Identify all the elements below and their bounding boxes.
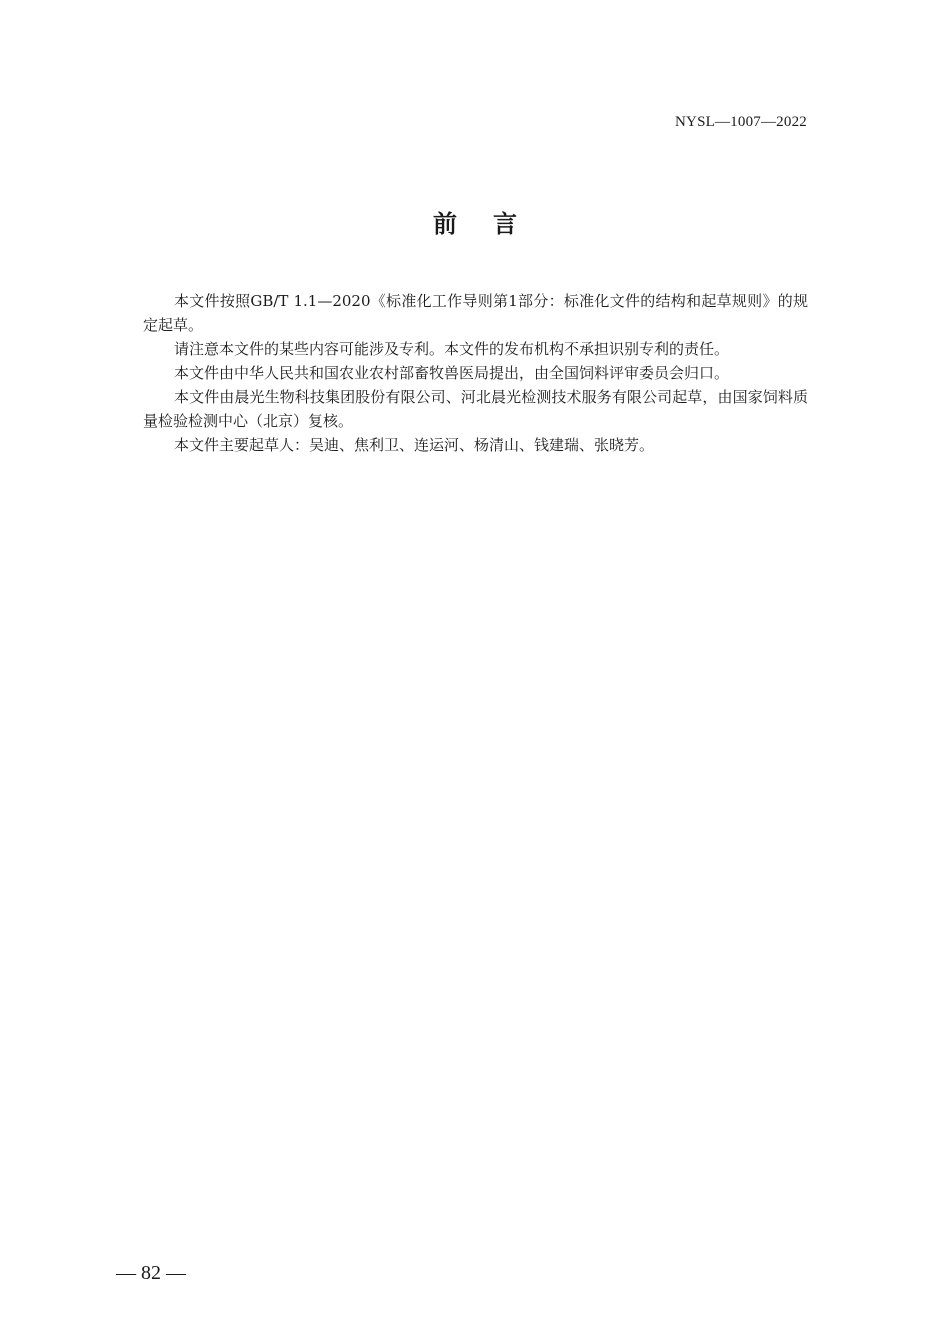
paragraph-drafting-units: 本文件由晨光生物科技集团股份有限公司、河北晨光检测技术服务有限公司起草，由国家饲料质量检验检测中心（北京）复核。: [143, 388, 808, 430]
page-number: — 82 —: [116, 1262, 186, 1284]
paragraph-patent-notice: 请注意本文件的某些内容可能涉及专利。本文件的发布机构不承担识别专利的责任。: [174, 340, 730, 358]
paragraph-drafting-rules: 本文件按照GB/T 1.1—2020《标准化工作导则第1部分：标准化文件的结构和起草规则》的规定起草。: [143, 292, 808, 334]
paragraph-proposer: 本文件由中华人民共和国农业农村部畜牧兽医局提出，由全国饲料评审委员会归口。: [174, 364, 730, 382]
page-title: 前言: [433, 210, 553, 238]
paragraph-drafters: 本文件主要起草人：吴迪、焦利卫、连运河、杨清山、钱建瑞、张晓芳。: [174, 436, 655, 454]
preface-body: [143, 289, 808, 457]
document-code: NYSL—1007—2022: [675, 114, 807, 130]
